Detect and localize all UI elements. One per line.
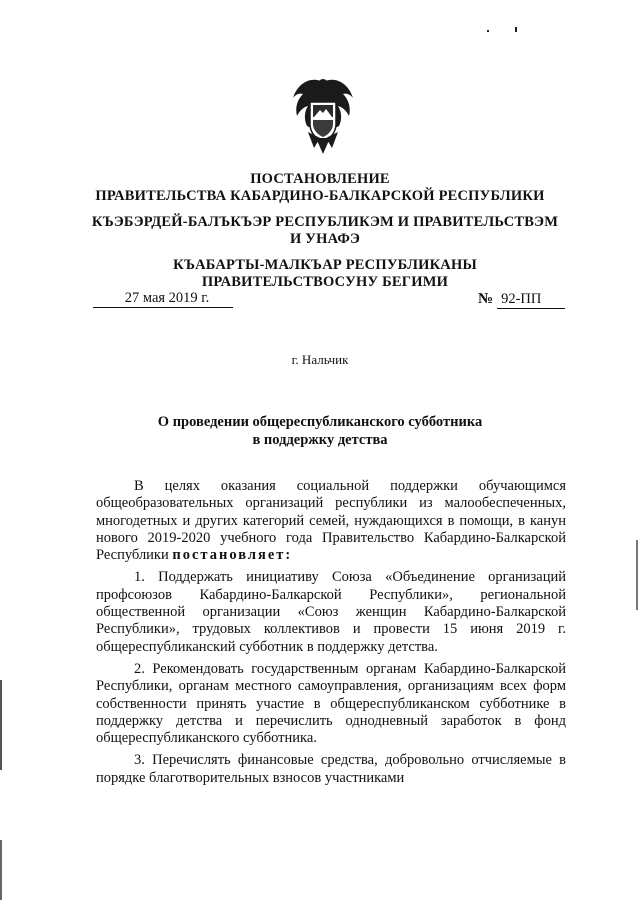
title-line-1: О проведении общереспубликанского субботника [157,414,483,430]
decree-body [96,478,566,792]
scan-edge-mark [0,680,2,770]
item-2-paragraph: 2. Рекомендовать государственным органам Кабардино-Балкарской Республики, органам местного самоуправления, организациям всех форм собственности принять участие в общереспубликанском субботнике в поддержку детства и перечислить однодневный заработок в фонд общереспубликанского субботника. [96,660,566,747]
doc-type-heading: ПОСТАНОВЛЕНИЕ [250,171,390,187]
intro-paragraph [96,478,566,564]
decree-date: 27 мая 2019 г. [93,290,233,308]
item-1-paragraph: 1. Поддержать инициативу Союза «Объединение организаций профсоюзов Кабардино-Балкарской Республики», региональной общественной организации «Союз женщин Кабардино-Балкарской Республики», трудовых коллективов и провести 15 июня 2019 г. общереспубликанский субботник в поддержку детства. [96,569,566,655]
item-3-paragraph: 3. Перечислять финансовые средства, добровольно отчисляемые в порядке благотворительных взносов участниками [96,752,566,786]
scan-speck [515,27,517,32]
government-heading: ПРАВИТЕЛЬСТВА КАБАРДИНО-БАЛКАРСКОЙ РЕСПУБЛИКИ [95,188,545,204]
decree-title [100,413,540,449]
coat-of-arms-emblem [290,72,356,156]
scan-edge-mark [636,540,638,610]
number-sign: № [478,291,494,307]
intro-text: В целях оказания социальной поддержки обучающимся общеобразовательных организаций республики из малообеспеченных, многодетных и других категорий семей, нуждающихся в помощи, в канун нового 2019-2020 учебного года Правительство Кабардино-Балкарской Республики [96,478,566,564]
decree-date-field [93,290,233,308]
scan-edge-mark [0,840,2,900]
decree-number: 92-ПП [497,291,565,309]
balkar-heading: КЪАБАРТЫ-МАЛКЪАР РЕСПУБЛИКАНЫ ПРАВИТЕЛЬСТВОСУНУ БЕГИМИ [173,257,477,290]
title-line-2: в поддержку детства [252,432,388,448]
scan-speck [487,30,489,32]
kabardian-heading: КЪЭБЭРДЕЙ-БАЛЪКЪЭР РЕСПУБЛИКЭМ И ПРАВИТЕЛЬСТВЭМ И УНАФЭ [91,214,559,247]
city-name: г. Нальчик [291,352,349,367]
decree-keyword: постановляет: [172,547,293,564]
decree-number-field [478,290,566,309]
